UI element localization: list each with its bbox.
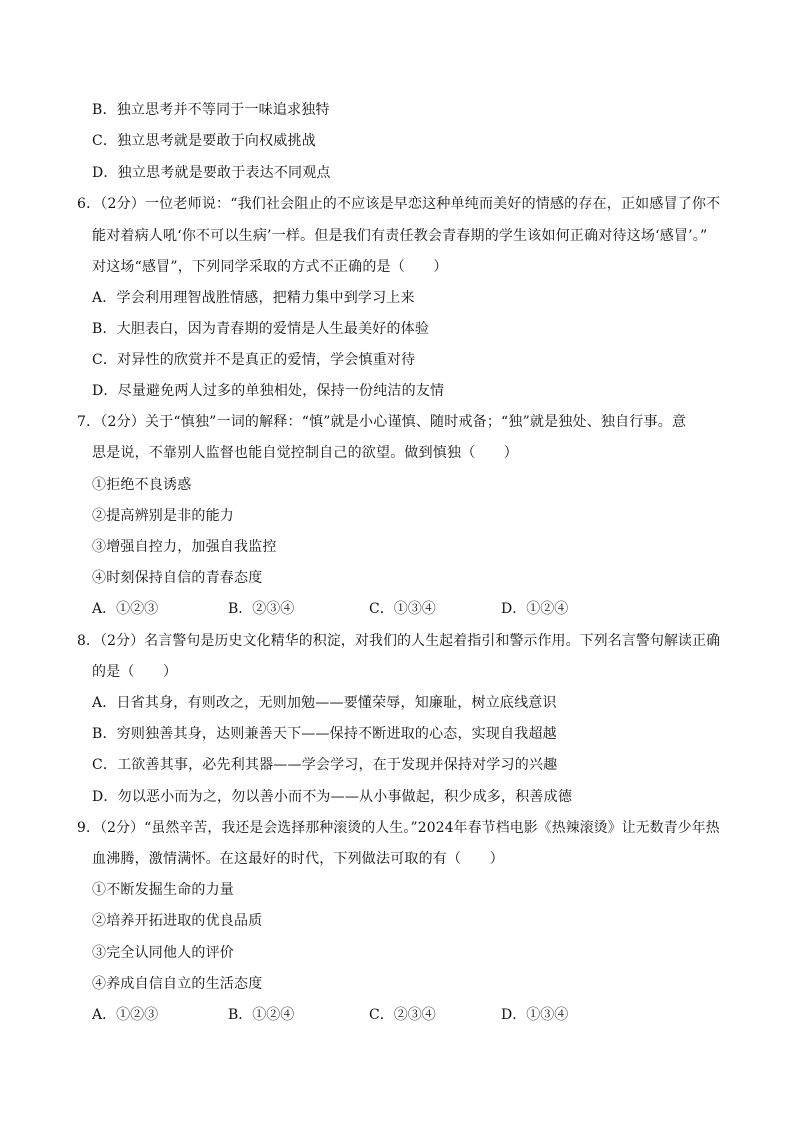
q6-stem-line2: 能对着病人吼‘你不可以生病’一样。但是我们有责任教会青春期的学生该如何正确对待这场‘感冒’。”	[92, 228, 708, 244]
q7-statement-1: ①拒绝不良诱惑	[92, 477, 192, 493]
q7-stem-line1: 7．（2分）关于“慎独”一词的解释：“慎”就是小心谨慎、随时戒备；“独”就是独处、独自行事。意	[77, 414, 687, 430]
q6-option-c: C．对异性的欣赏并不是真正的爱情，学会慎重对待	[92, 352, 416, 368]
q5-option-d: D．独立思考就是要敢于表达不同观点	[92, 165, 331, 181]
q5-option-b: B．独立思考并不等同于一味追求独特	[92, 102, 330, 118]
q7-statement-4: ④时刻保持自信的青春态度	[92, 570, 263, 586]
q7-option-a: A．①②③	[92, 601, 159, 617]
q8-option-d: D．勿以恶小而为之，勿以善小而不为——从小事做起，积少成多，积善成德	[92, 789, 573, 805]
q9-statement-2: ②培养开拓进取的优良品质	[92, 913, 263, 929]
q8-option-b: B．穷则独善其身，达则兼善天下——保持不断进取的心态，实现自我超越	[92, 726, 557, 742]
q8-option-a: A．日省其身，有则改之，无则加勉——要懂荣辱，知廉耻，树立底线意识	[92, 695, 557, 711]
q8-stem-line2: 的是（ ）	[92, 664, 178, 680]
q7-statement-3: ③增强自控力，加强自我监控	[92, 539, 277, 555]
q9-option-a: A．①②③	[92, 1007, 159, 1023]
q8-stem-line1: 8．（2分）名言警句是历史文化精华的积淀，对我们的人生起着指引和警示作用。下列名言警句解读正确	[77, 633, 721, 649]
q9-statement-1: ①不断发掘生命的力量	[92, 882, 234, 898]
q9-option-b: B．①②④	[228, 1007, 295, 1023]
q6-stem-line3: 对这场“感冒”，下列同学采取的方式不正确的是（ ）	[92, 259, 448, 275]
q6-option-b: B．大胆表白，因为青春期的爱情是人生最美好的体验	[92, 321, 430, 337]
q7-option-c: C．①③④	[369, 601, 436, 617]
q8-option-c: C．工欲善其事，必先利其器——学会学习，在于发现并保持对学习的兴趣	[92, 757, 558, 773]
q9-stem-line2: 血沸腾，激情满怀。在这最好的时代，下列做法可取的有（ ）	[92, 851, 504, 867]
q6-option-d: D．尽量避免两人过多的单独相处，保持一份纯洁的友情	[92, 383, 445, 399]
q9-statement-4: ④养成自信自立的生活态度	[92, 976, 263, 992]
q5-option-c: C．独立思考就是要敢于向权威挑战	[92, 133, 316, 149]
q7-stem-line2: 思是说，不靠别人监督也能自觉控制自己的欲望。做到慎独（ ）	[92, 445, 518, 461]
q7-option-d: D．①②④	[501, 601, 569, 617]
q9-option-d: D．①③④	[501, 1007, 569, 1023]
q7-option-b: B．②③④	[228, 601, 295, 617]
q6-option-a: A．学会利用理智战胜情感，把精力集中到学习上来	[92, 290, 415, 306]
q9-stem-line1: 9．（2分）“虽然辛苦，我还是会选择那种滚烫的人生。”2024年春节档电影《热辣滚烫》让无数青少年热	[77, 820, 720, 836]
q9-option-c: C．②③④	[369, 1007, 436, 1023]
q9-statement-3: ③完全认同他人的评价	[92, 945, 234, 961]
q7-statement-2: ②提高辨别是非的能力	[92, 508, 234, 524]
q6-stem-line1: 6．（2分）一位老师说：“我们社会阻止的不应该是早恋这种单纯而美好的情感的存在，正如感冒了你不	[77, 196, 721, 212]
